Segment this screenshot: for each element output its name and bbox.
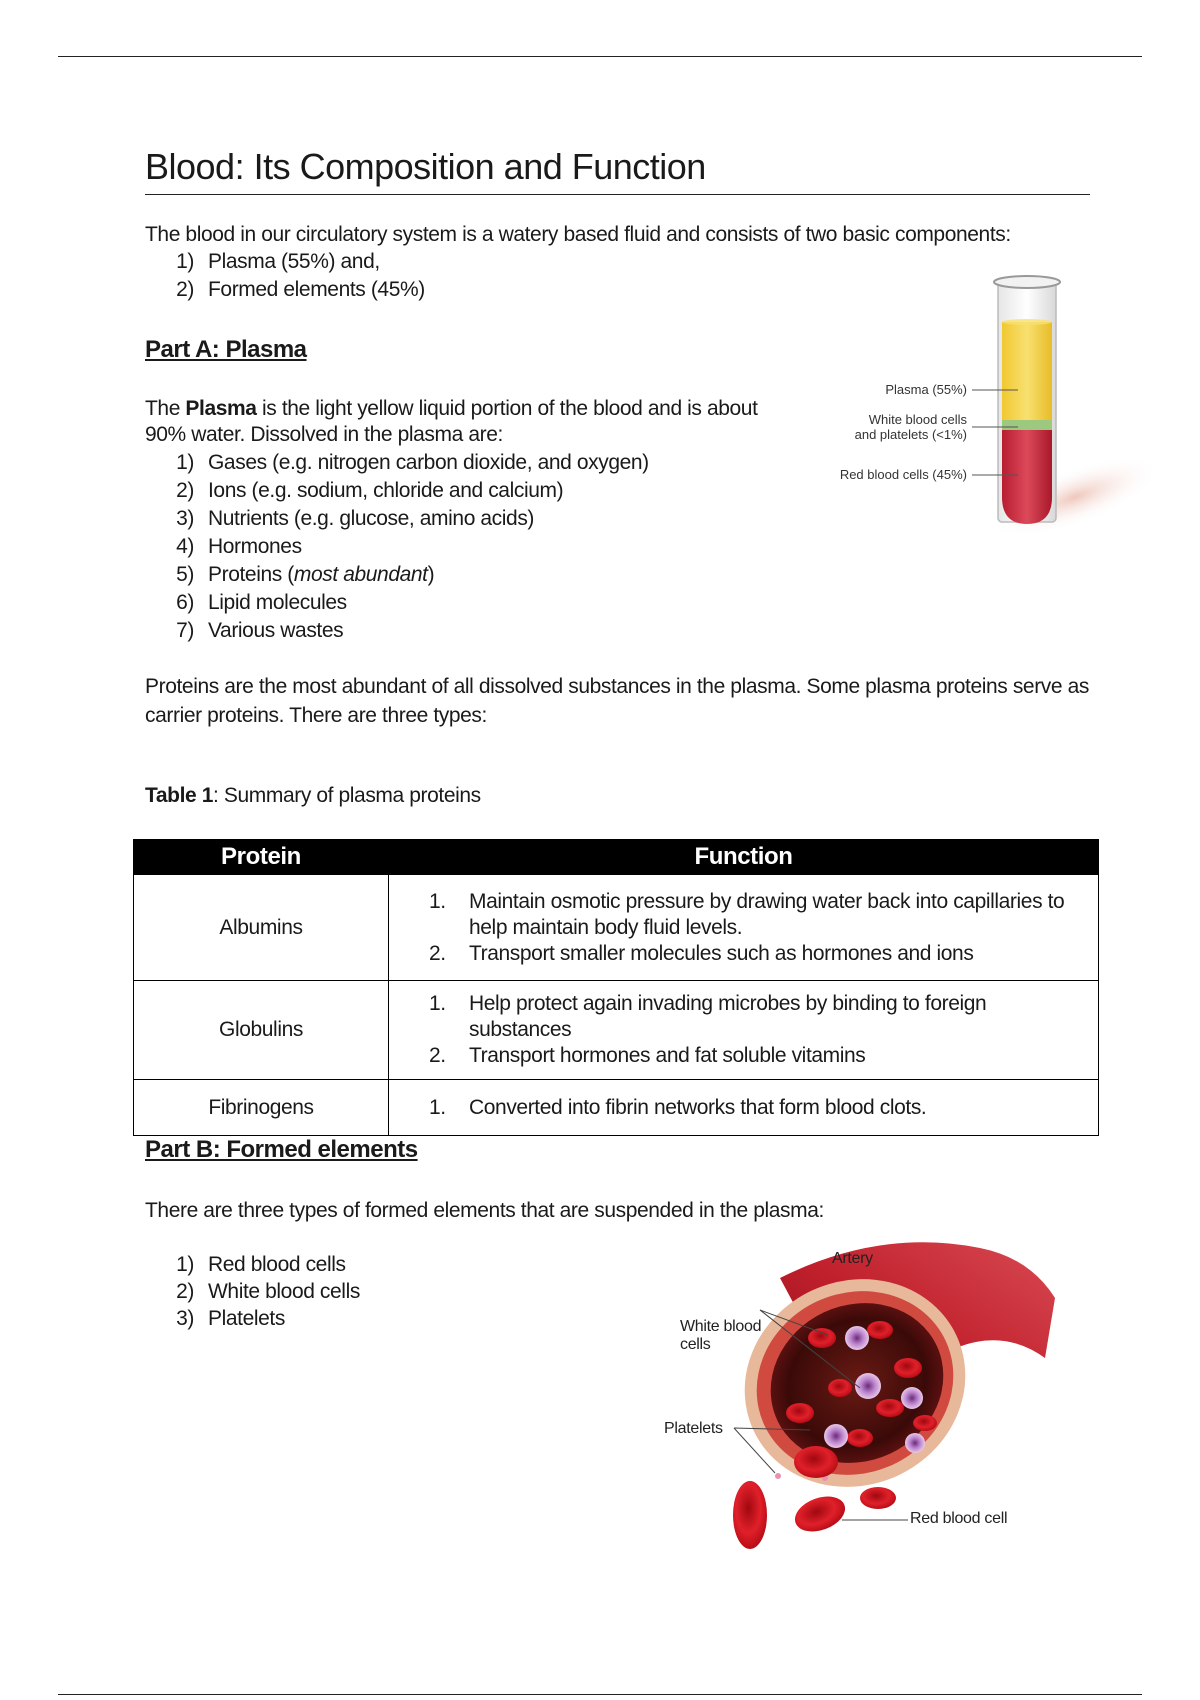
part-a-heading: Part A: Plasma — [145, 336, 307, 363]
function-item: 1. Converted into fibrin networks that form blood clots. — [429, 1095, 927, 1119]
formed-elements-paragraph: There are three types of formed elements that are suspended in the plasma: — [145, 1199, 824, 1222]
function-item: 2. Transport smaller molecules such as hormones and ions — [429, 941, 974, 965]
protein-name: Globulins — [134, 981, 389, 1080]
list-item: 1) Plasma (55%) and, — [176, 250, 380, 273]
function-item: 2. Transport hormones and fat soluble vitamins — [429, 1044, 866, 1067]
header-protein: Protein — [134, 840, 389, 875]
header-function: Function — [389, 840, 1099, 875]
table-row — [134, 981, 1099, 1080]
top-rule — [58, 56, 1142, 57]
bottom-rule — [58, 1694, 1142, 1695]
list-item: 2) White blood cells — [176, 1280, 360, 1303]
list-item: 2) Formed elements (45%) — [176, 278, 425, 301]
list-item: 2) Ions (e.g. sodium, chloride and calcium) — [176, 479, 564, 502]
list-item: 6) Lipid molecules — [176, 591, 347, 614]
table-row — [134, 875, 1099, 981]
plasma-proteins-table — [133, 839, 1099, 1136]
list-item: 1) Gases (e.g. nitrogen carbon dioxide, and oxygen) — [176, 451, 649, 474]
function-item: 1. Help protect again invading microbes by binding to foreign substances — [429, 992, 987, 1041]
table-caption: Table 1: Summary of plasma proteins — [145, 784, 481, 807]
part-b-heading: Part B: Formed elements — [145, 1136, 418, 1163]
artery-label-platelets: Platelets — [664, 1420, 723, 1437]
artery-illustration — [660, 1238, 1080, 1568]
tube-label-wbc: White blood cells and platelets (<1%) — [854, 412, 967, 442]
intro-text: The blood in our circulatory system is a watery based fluid and consists of two basic components: — [145, 223, 1011, 246]
intro-list — [170, 248, 425, 304]
table-header-row — [134, 840, 1099, 875]
protein-functions — [389, 1080, 1099, 1136]
tube-label-rbc: Red blood cells (45%) — [839, 467, 967, 482]
list-item: 7) Various wastes — [176, 619, 344, 642]
protein-functions — [389, 875, 1099, 981]
formed-elements-list — [170, 1251, 360, 1332]
protein-name: Fibrinogens — [134, 1080, 389, 1136]
function-item: 1. Maintain osmotic pressure by drawing water back into capillaries to help maintain body fluid levels. — [429, 889, 1065, 939]
protein-functions — [389, 981, 1099, 1080]
artery-label: Artery — [832, 1250, 873, 1267]
artery-label-rbc: Red blood cell — [910, 1510, 1008, 1527]
protein-name: Albumins — [134, 875, 389, 981]
list-item: 4) Hormones — [176, 535, 302, 558]
proteins-paragraph: Proteins are the most abundant of all dissolved substances in the plasma. Some plasma proteins serve as carrier proteins. There are three types: — [145, 675, 1089, 727]
list-item: 1) Red blood cells — [176, 1253, 346, 1276]
page-title: Blood: Its Composition and Function — [145, 146, 1090, 195]
artery-figure — [660, 1238, 1080, 1568]
list-item: 5) Proteins (most abundant) — [176, 563, 435, 586]
list-item: 3) Nutrients (e.g. glucose, amino acids) — [176, 507, 535, 530]
list-item: 3) Platelets — [176, 1307, 285, 1330]
blood-tube-figure — [820, 272, 1165, 562]
plasma-list — [170, 449, 649, 645]
artery-label-wbc: White blood cells — [680, 1318, 762, 1353]
tube-label-plasma: Plasma (55%) — [885, 382, 967, 397]
plasma-paragraph: The Plasma is the light yellow liquid portion of the blood and is about 90% water. Dissolved in the plasma are: — [145, 397, 758, 446]
table-row — [134, 1080, 1099, 1136]
